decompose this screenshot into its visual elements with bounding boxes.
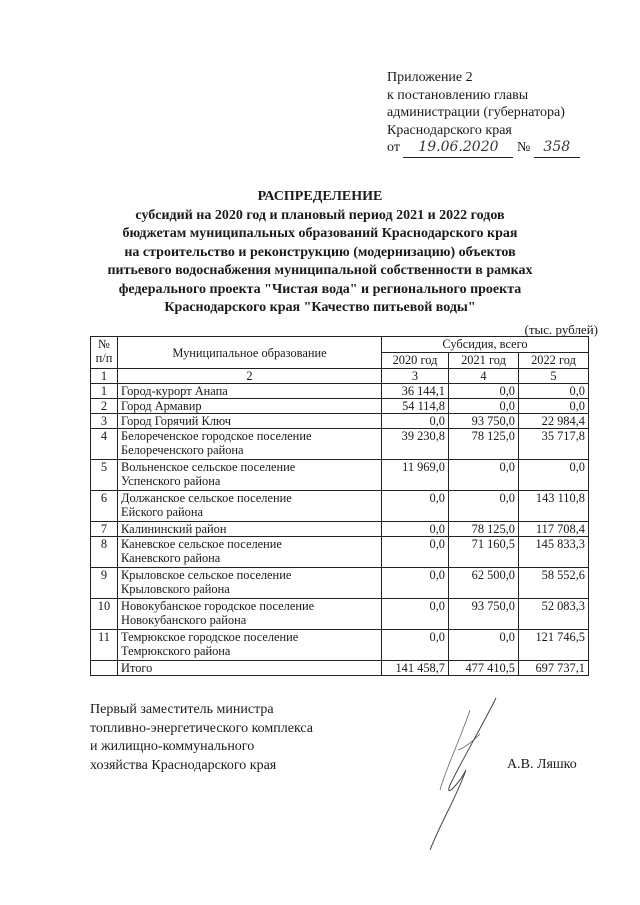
table-row — [91, 399, 589, 414]
municipality-name: Каневское сельское поселение Каневского района — [118, 537, 382, 568]
handwritten-date: 19.06.2020 — [403, 139, 513, 158]
signatory-line: топливно-энергетического комплекса — [90, 720, 313, 736]
value-2022: 143 110,8 — [519, 491, 589, 522]
value-2022: 0,0 — [519, 384, 589, 399]
municipality-name: Должанское сельское поселение Ейского района — [118, 491, 382, 522]
signatory-name: А.В. Ляшко — [507, 757, 577, 772]
document-title — [0, 188, 640, 318]
table-row — [91, 491, 589, 522]
municipality-name: Калининский район — [118, 522, 382, 537]
total-2020: 141 458,7 — [382, 661, 449, 676]
title-line: бюджетам муниципальных образований Краснодарского края — [122, 226, 518, 241]
value-2022: 145 833,3 — [519, 537, 589, 568]
value-2022: 0,0 — [519, 460, 589, 491]
value-2021: 0,0 — [449, 460, 519, 491]
header-year-2022: 2022 год — [519, 353, 589, 369]
value-2021: 0,0 — [449, 399, 519, 414]
title-line: питьевого водоснабжения муниципальной собственности в рамках — [107, 263, 533, 278]
column-index: 2 — [118, 369, 382, 384]
appendix-line: администрации (губернатора) — [387, 105, 565, 120]
value-2020: 0,0 — [382, 630, 449, 661]
column-index-row — [91, 369, 589, 384]
title-line: федерального проекта "Чистая вода" и регионального проекта — [118, 281, 522, 297]
header-year-2020: 2020 год — [382, 353, 449, 369]
table-row — [91, 414, 589, 429]
table-row — [91, 599, 589, 630]
table-row — [91, 460, 589, 491]
table-row — [91, 384, 589, 399]
row-number: 3 — [91, 414, 118, 429]
subsidy-table — [90, 336, 589, 676]
column-index: 3 — [382, 369, 449, 384]
total-2022: 697 737,1 — [519, 661, 589, 676]
total-label: Итого — [118, 661, 382, 676]
row-number: 10 — [91, 599, 118, 630]
table-row — [91, 568, 589, 599]
value-2021: 62 500,0 — [449, 568, 519, 599]
header-number: № п/п — [91, 337, 118, 369]
signatory-line: и жилищно-коммунального — [90, 739, 255, 755]
value-2022: 35 717,8 — [519, 429, 589, 460]
appendix-date-row — [387, 139, 580, 158]
date-prefix: от — [387, 140, 400, 155]
value-2022: 22 984,4 — [519, 414, 589, 429]
row-number: 8 — [91, 537, 118, 568]
value-2020: 0,0 — [382, 537, 449, 568]
row-number: 1 — [91, 384, 118, 399]
row-number: 11 — [91, 630, 118, 661]
value-2021: 71 160,5 — [449, 537, 519, 568]
value-2020: 39 230,8 — [382, 429, 449, 460]
appendix-line: Краснодарского края — [387, 122, 512, 138]
value-2022: 0,0 — [519, 399, 589, 414]
title-line: субсидий на 2020 год и плановый период 2021 и 2022 годов — [135, 207, 505, 223]
number-prefix: № — [516, 140, 531, 155]
row-number: 2 — [91, 399, 118, 414]
table-row — [91, 522, 589, 537]
column-index: 5 — [519, 369, 589, 384]
value-2020: 0,0 — [382, 568, 449, 599]
value-2021: 78 125,0 — [449, 522, 519, 537]
value-2022: 58 552,6 — [519, 568, 589, 599]
value-2020: 0,0 — [382, 599, 449, 630]
value-2021: 93 750,0 — [449, 414, 519, 429]
appendix-line: к постановлению главы — [387, 87, 529, 103]
total-2021: 477 410,5 — [449, 661, 519, 676]
value-2020: 54 114,8 — [382, 399, 449, 414]
header-municipality: Муниципальное образование — [118, 337, 382, 369]
value-2020: 36 144,1 — [382, 384, 449, 399]
units-label: (тыс. рублей) — [524, 322, 598, 337]
value-2020: 11 969,0 — [382, 460, 449, 491]
value-2021: 78 125,0 — [449, 429, 519, 460]
appendix-line: Приложение 2 — [387, 70, 473, 85]
municipality-name: Вольненское сельское поселение Успенского района — [118, 460, 382, 491]
handwritten-signature — [400, 690, 510, 860]
title-line: на строительство и реконструкцию (модернизацию) объектов — [124, 244, 516, 260]
municipality-name: Город Горячий Ключ — [118, 414, 382, 429]
value-2021: 93 750,0 — [449, 599, 519, 630]
signatory-line: хозяйства Краснодарского края — [90, 758, 277, 774]
column-index: 4 — [449, 369, 519, 384]
total-empty-cell — [91, 661, 118, 676]
value-2020: 0,0 — [382, 414, 449, 429]
table-row — [91, 429, 589, 460]
row-number: 7 — [91, 522, 118, 537]
row-number: 5 — [91, 460, 118, 491]
table-row — [91, 630, 589, 661]
value-2020: 0,0 — [382, 522, 449, 537]
total-row — [91, 661, 589, 676]
row-number: 9 — [91, 568, 118, 599]
column-index: 1 — [91, 369, 118, 384]
value-2021: 0,0 — [449, 384, 519, 399]
signatory-line: Первый заместитель министра — [90, 702, 274, 717]
value-2022: 121 746,5 — [519, 630, 589, 661]
municipality-name: Белореченское городское поселение Белореченского района — [118, 429, 382, 460]
appendix-header — [387, 69, 580, 158]
header-year-2021: 2021 год — [449, 353, 519, 369]
municipality-name: Город Армавир — [118, 399, 382, 414]
value-2022: 117 708,4 — [519, 522, 589, 537]
table-row — [91, 537, 589, 568]
municipality-name: Город-курорт Анапа — [118, 384, 382, 399]
title-line: Краснодарского края "Качество питьевой воды" — [164, 300, 476, 315]
value-2021: 0,0 — [449, 630, 519, 661]
title-heading: РАСПРЕДЕЛЕНИЕ — [257, 189, 383, 204]
handwritten-number: 358 — [534, 139, 580, 158]
municipality-name: Новокубанское городское поселение Новокубанского района — [118, 599, 382, 630]
value-2022: 52 083,3 — [519, 599, 589, 630]
value-2021: 0,0 — [449, 491, 519, 522]
municipality-name: Темрюкское городское поселение Темрюкского района — [118, 630, 382, 661]
municipality-name: Крыловское сельское поселение Крыловского района — [118, 568, 382, 599]
header-subsidy-total: Субсидия, всего — [382, 337, 589, 353]
row-number: 4 — [91, 429, 118, 460]
row-number: 6 — [91, 491, 118, 522]
value-2020: 0,0 — [382, 491, 449, 522]
signatory-position — [90, 701, 313, 776]
